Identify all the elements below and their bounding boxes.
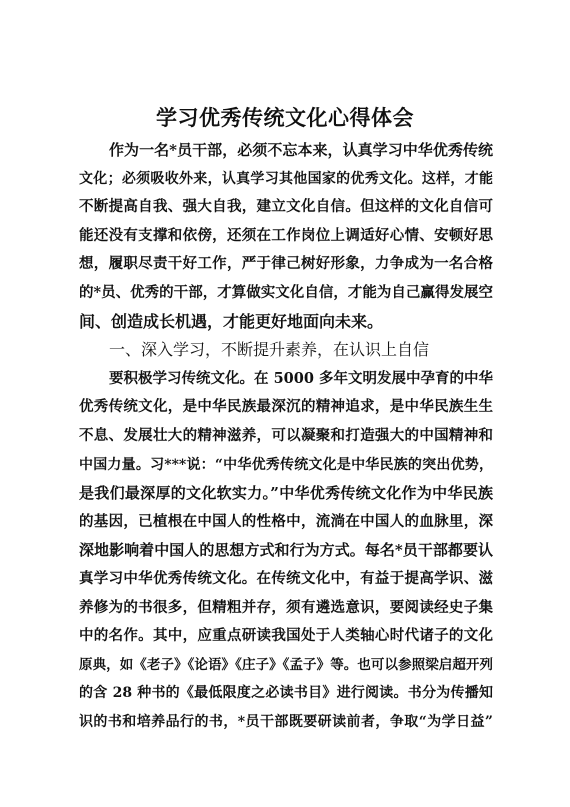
paragraph-line: 真学习中华优秀传统文化。在传统文化中，有益于提高学识、滋 [79,569,493,587]
paragraph-line: 的基因，已植根在中国人的性格中，流淌在中国人的血脉里，深 [79,512,493,530]
paragraph-line: 能还没有支撑和依傍，还须在工作岗位上调适好心情、安顿好思 [79,226,493,244]
paragraph-line: 想，履职尽责干好工作，严于律己树好形象，力争成为一名合格 [79,255,493,273]
document-body [79,136,493,736]
paragraph-line: 识的书和培养品行的书，*员干部既要研读前者，争取“为学日益” [79,713,493,730]
paragraph-line: 中国力量。习***说：“中华优秀传统文化是中华民族的突出优势， [79,456,493,473]
paragraph-line: 的*员、优秀的干部，才算做实文化自信，才能为自己赢得发展空 [79,283,493,301]
paragraph-line: 不断提高自我、强大自我，建立文化自信。但这样的文化自信可 [79,198,493,216]
paragraph-line: 原典，如《老子》《论语》《庄子》《孟子》等。也可以参照梁启超开列 [79,656,493,673]
section-heading: 一、深入学习，不断提升素养，在认识上自信 [109,340,430,360]
paragraph-line: 的含 28 种书的《最低限度之必读书目》进行阅读。书分为传播知 [79,685,493,702]
paragraph-line: 要积极学习传统文化。在 5000 多年文明发展中孕育的中华 [109,369,493,387]
paragraph-line: 作为一名*员干部，必须不忘本来，认真学习中华优秀传统 [109,141,493,159]
paragraph-line: 深地影响着中国人的思想方式和行为方式。每名*员干部都要认 [79,541,493,560]
paragraph-line: 不息、发展壮大的精神滋养，可以凝聚和打造强大的中国精神和 [79,426,493,444]
paragraph-line: 优秀传统文化，是中华民族最深沉的精神追求，是中华民族生生 [79,398,493,416]
paragraph-line: 间、创造成长机遇，才能更好地面向未来。 [79,311,384,331]
paragraph-line: 养修为的书很多，但精粗并存，须有遴选意识，要阅读经史子集 [79,598,493,616]
document-title: 学习优秀传统文化心得体会 [156,105,414,130]
paragraph-line: 是我们最深厚的文化软实力。”中华优秀传统文化作为中华民族 [79,484,493,503]
paragraph-line: 文化；必须吸收外来，认真学习其他国家的优秀文化。这样，才能 [79,170,493,187]
paragraph-line: 中的名作。其中，应重点研读我国处于人类轴心时代诸子的文化 [79,627,493,645]
